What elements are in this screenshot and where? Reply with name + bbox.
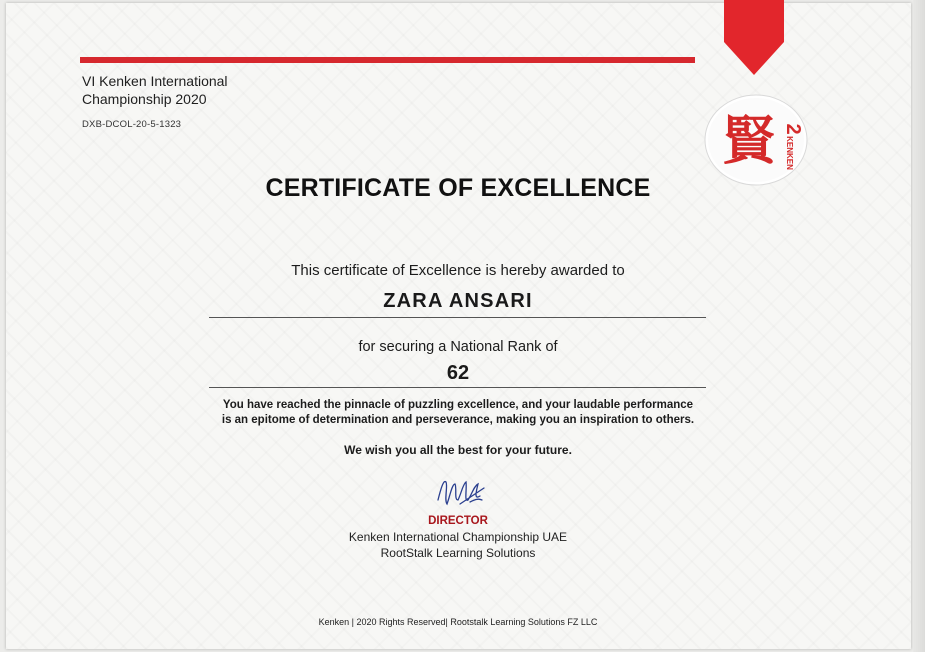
praise-text [0, 398, 916, 428]
event-title-line1: VI Kenken International [82, 73, 228, 89]
ribbon-icon [724, 0, 784, 75]
event-title-line2: Championship 2020 [82, 91, 207, 107]
kenken-logo-glyph: 賢 [722, 112, 776, 172]
header-red-rule [80, 57, 695, 63]
national-rank: 62 [446, 362, 470, 384]
rank-caption: for securing a National Rank of [358, 339, 558, 355]
certificate-title: CERTIFICATE OF EXCELLENCE [265, 174, 651, 202]
kenken-logo [703, 93, 809, 187]
wish-text: We wish you all the best for your future. [344, 443, 572, 457]
event-title [82, 72, 302, 108]
signatory-title: DIRECTOR [428, 515, 488, 527]
rank-underline [209, 387, 706, 388]
signatory-org-line2: RootStalk Learning Solutions [380, 546, 536, 560]
kenken-logo-wordmark: KENKEN [785, 136, 794, 170]
name-underline [209, 317, 706, 318]
recipient-name: ZARA ANSARI [383, 290, 533, 312]
awarded-text: This certificate of Excellence is hereby awarded to [291, 262, 625, 279]
praise-line1: You have reached the pinnacle of puzzling excellence, and your laudable performance [222, 399, 694, 411]
director-signature [430, 470, 490, 514]
footer-copyright: Kenken | 2020 Rights Reserved| Rootstalk Learning Solutions FZ LLC [318, 617, 598, 627]
certificate-serial: DXB-DCOL-20-5-1323 [82, 119, 182, 130]
praise-line2: is an epitome of determination and perseverance, making you an inspiration to others. [221, 414, 695, 426]
signatory-org-line1: Kenken International Championship UAE [348, 530, 568, 544]
kenken-logo-number: 2 [782, 123, 804, 135]
